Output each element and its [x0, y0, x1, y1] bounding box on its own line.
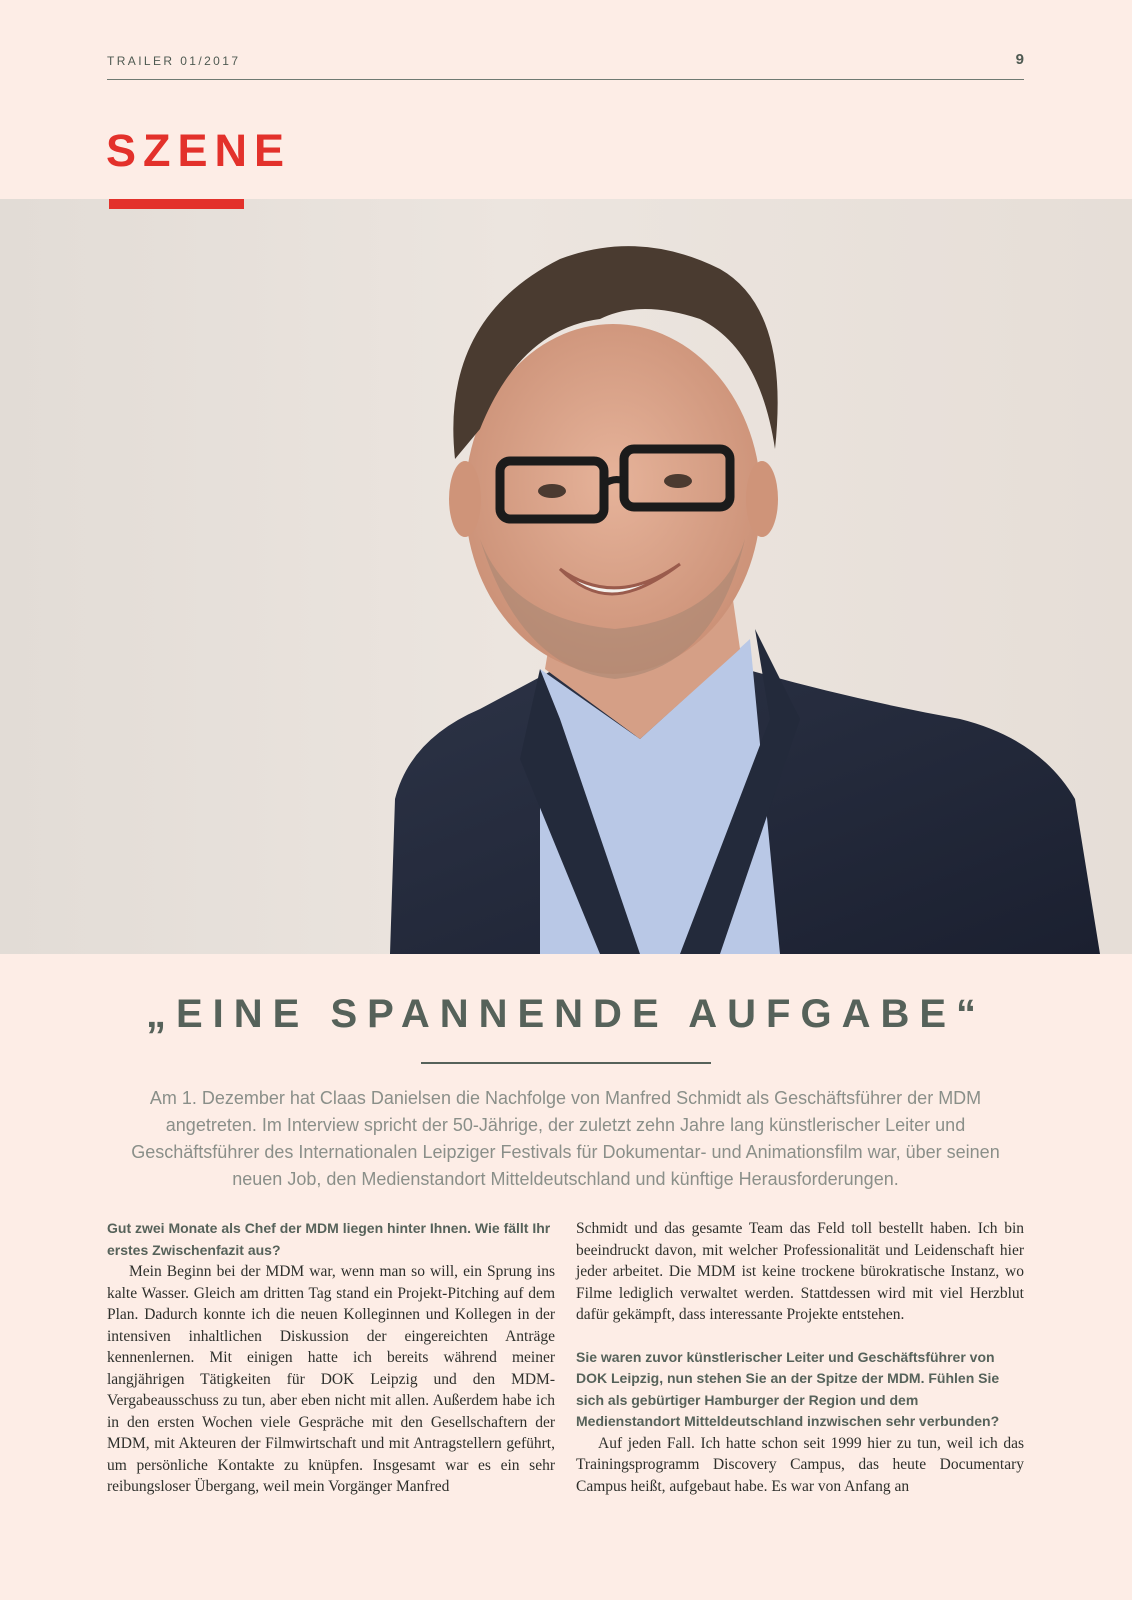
question-2: Sie waren zuvor künstlerischer Leiter und Geschäftsführer von DOK Leipzig, nun stehen Sie an der Spitze der MDM. Fühlen Sie sich als gebürtiger Hamburger der Region und dem Medienstandort Mitteldeutschland inzwischen sehr verbunden? [576, 1348, 1000, 1429]
article-title: „EINE SPANNENDE AUFGABE“ [145, 992, 987, 1036]
page-number: 9 [1015, 51, 1024, 68]
title-rule [421, 1062, 711, 1064]
answer-1-continued: Schmidt und das gesamte Team das Feld toll bestellt haben. Ich bin beeindruckt davon, mit welcher Professionalität und Leidenschaft hier jeder arbeitet. Die MDM ist keine trockene bürokratische Instanz, wo Filme lediglich verwaltet werden. Stattdessen wird mit viel Herzblut dafür gekämpft, dass interessante Projekte entstehen. [576, 1220, 1024, 1323]
answer-2: Auf jeden Fall. Ich hatte schon seit 1999 hier zu tun, weil ich das Trainingsprogramm Discovery Campus, das heute Documentary Campus heißt, aufgebaut habe. Es war von Anfang an [576, 1434, 1024, 1495]
question-1: Gut zwei Monate als Chef der MDM liegen hinter Ihnen. Wie fällt Ihr erstes Zwischenfazit aus? [107, 1220, 551, 1258]
portrait-photo [0, 199, 1132, 954]
column-right [576, 1218, 1024, 1497]
section-bar [109, 199, 244, 209]
section-title: SZENE [106, 125, 292, 176]
paragraph-gap [576, 1326, 1024, 1347]
header-rule [107, 79, 1024, 80]
column-left [107, 1218, 555, 1498]
article-lead: Am 1. Dezember hat Claas Danielsen die Nachfolge von Manfred Schmidt als Geschäftsführer der MDM angetreten. Im Interview spricht der 50-Jährige, der zuletzt zehn Jahre lang künstlerischer Leiter und Geschäftsführer des Internationalen Leipziger Festivals für Dokumentar- und Animationsfilm war, über seinen neuen Job, den Medienstandort Mitteldeutschland und künftige Herausforderungen. [131, 1088, 1000, 1189]
header-label: TRAILER 01/2017 [107, 54, 241, 68]
answer-1: Mein Beginn bei der MDM war, wenn man so will, ein Sprung ins kalte Wasser. Gleich am dritten Tag stand ein Projekt-Pitching auf dem Plan. Dadurch konnte ich die neuen Kolleginnen und Kollegen in der intensiven inhaltlichen Diskussion der eingereichten Anträge kennenlernen. Mit einigen hatte ich bereits während meiner langjährigen Tätigkeiten für DOK Leipzig und den MDM-Vergabeausschuss zu tun, aber eben nicht mit allen. Außerdem habe ich in den ersten Wochen viele Gespräche mit den Gesellschaftern der MDM, mit Akteuren der Filmwirtschaft und mit Antragstellern geführt, um persönliche Kontakte zu knüpfen. Insgesamt war es ein sehr reibungsloser Übergang, weil mein Vorgänger Manfred [107, 1263, 555, 1495]
